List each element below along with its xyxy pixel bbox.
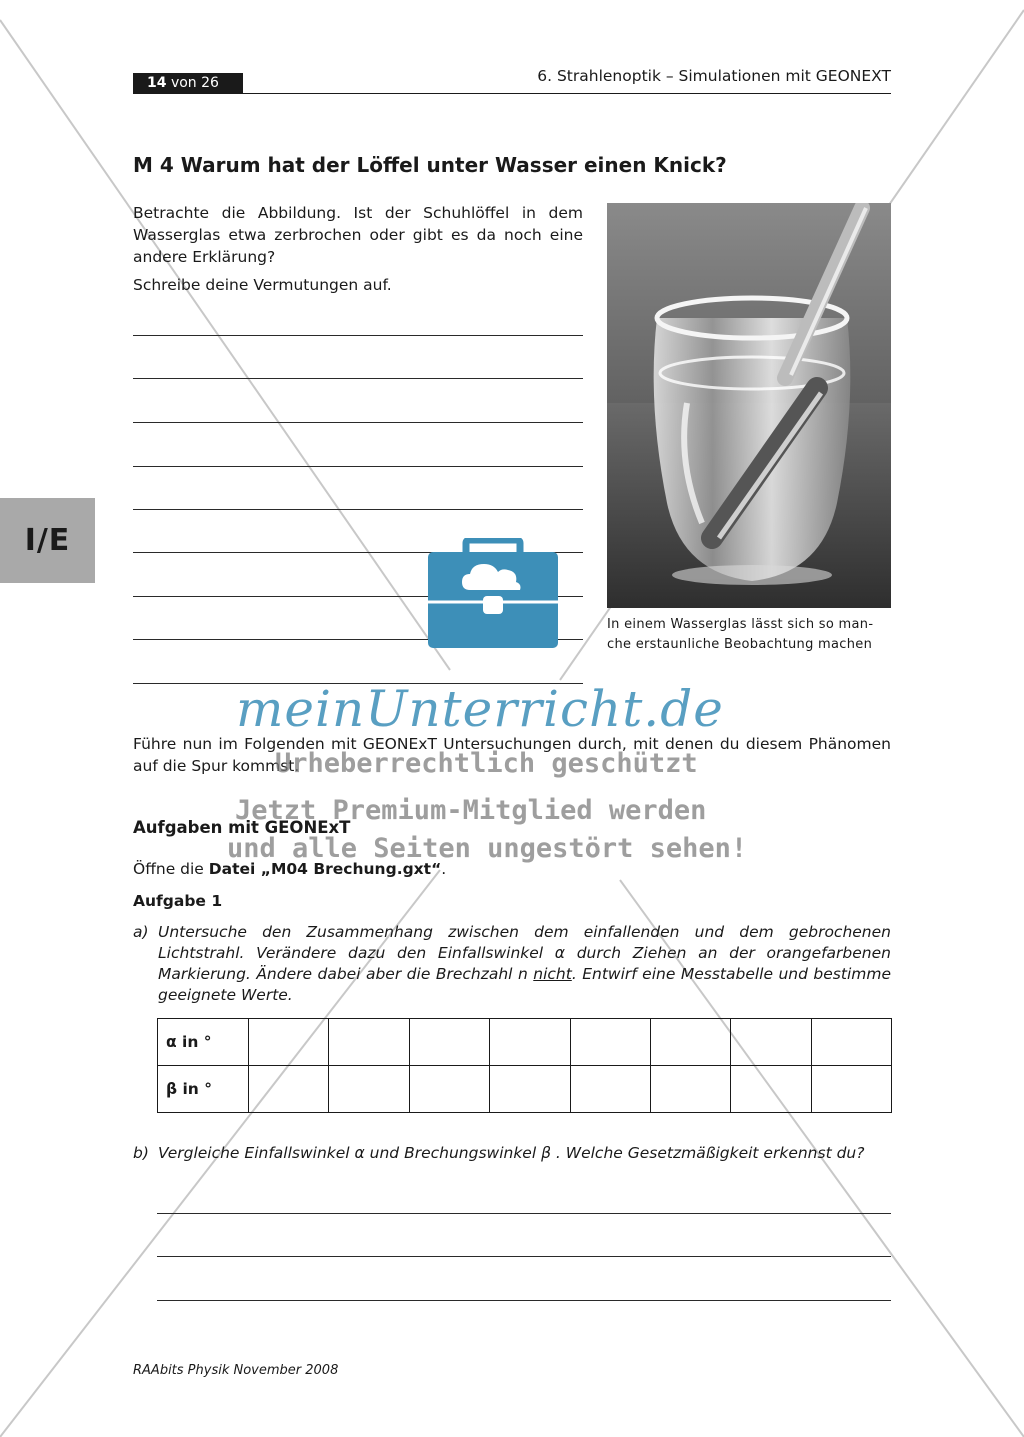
- task-a-label: a): [133, 923, 149, 941]
- task-b-label: b): [133, 1144, 149, 1162]
- water-glass-photo: [607, 203, 891, 608]
- writing-line: [133, 466, 583, 467]
- table-row: [158, 1019, 892, 1066]
- side-tab: [0, 498, 95, 583]
- photo-caption-line: In einem Wasserglas lässt sich so man-: [607, 617, 874, 632]
- photo-caption-line: che erstaunliche Beobachtung machen: [607, 637, 873, 652]
- table-cell[interactable]: [811, 1066, 891, 1113]
- watermark-line: Jetzt Premium-Mitglied werden: [235, 795, 707, 826]
- header-title: 6. Strahlenoptik – Simulationen mit GEONEXT: [537, 67, 891, 85]
- watermark-line: und alle Seiten ungestört sehen!: [227, 833, 748, 864]
- writing-line: [133, 378, 583, 379]
- briefcase-cloud-icon: [428, 538, 558, 648]
- measurement-table: [157, 1018, 892, 1113]
- table-cell[interactable]: [409, 1066, 489, 1113]
- writing-line: [133, 422, 583, 423]
- page-number-badge: 14 von 26: [133, 73, 243, 93]
- table-cell[interactable]: [490, 1019, 570, 1066]
- table-cell[interactable]: [650, 1019, 730, 1066]
- beta-row-label: β in °: [158, 1066, 249, 1113]
- photo-caption: [607, 615, 873, 655]
- table-cell[interactable]: [731, 1019, 811, 1066]
- table-cell[interactable]: [731, 1066, 811, 1113]
- table-cell[interactable]: [329, 1019, 409, 1066]
- alpha-row-label: α in °: [158, 1019, 249, 1066]
- table-cell[interactable]: [409, 1019, 489, 1066]
- table-cell[interactable]: [490, 1066, 570, 1113]
- instruction-text: Führe nun im Folgenden mit GEONExT Untersuchungen durch, mit denen du diesem Phänomen auf die Spur kommst.: [133, 735, 891, 775]
- table-cell[interactable]: [570, 1066, 650, 1113]
- writing-line: [157, 1256, 891, 1257]
- side-tab-label: I/E: [24, 523, 71, 558]
- underlined-word: nicht: [533, 965, 572, 983]
- footer-text: RAAbits Physik November 2008: [133, 1363, 339, 1378]
- task1-heading: Aufgabe 1: [133, 892, 223, 910]
- intro-text: Betrachte die Abbildung. Ist der Schuhlöffel in dem Wasserglas etwa zerbrochen oder gibt es da noch eine andere Erklärung?: [133, 204, 583, 266]
- file-name: Datei „M04 Brechung.gxt“: [208, 860, 442, 878]
- table-cell[interactable]: [329, 1066, 409, 1113]
- table-cell[interactable]: [650, 1066, 730, 1113]
- table-cell[interactable]: [811, 1019, 891, 1066]
- table-cell[interactable]: [249, 1019, 329, 1066]
- watermark-line: Urheberrechtlich geschützt: [275, 748, 698, 779]
- material-heading: M 4 Warum hat der Löffel unter Wasser einen Knick?: [133, 153, 727, 177]
- table-cell[interactable]: [570, 1019, 650, 1066]
- writing-line: [133, 335, 583, 336]
- task-a-text: Untersuche den Zusammenhang zwischen dem einfallenden und dem gebrochenen Lichtstrahl. Verändere dazu den Einfallswinkel α durch Ziehen an der orangefarbenen Markierung. Ändere dabei aber die Brechzahl n nicht. Entwirf eine Messtabelle und bestimme geeignete Werte.: [158, 923, 891, 1004]
- prompt-text: Schreibe deine Vermutungen auf.: [133, 276, 392, 294]
- writing-line: [157, 1213, 891, 1214]
- open-file-instruction: Öffne die Datei „M04 Brechung.gxt“.: [133, 860, 447, 878]
- tasks-heading: Aufgaben mit GEONExT: [133, 818, 351, 837]
- writing-line: [133, 509, 583, 510]
- task-b-text: Vergleiche Einfallswinkel α und Brechungswinkel β . Welche Gesetzmäßigkeit erkennst du?: [158, 1144, 865, 1162]
- table-row: [158, 1066, 892, 1113]
- watermark-brand: meinUnterricht.de: [236, 680, 724, 738]
- header-rule: [133, 93, 891, 94]
- table-cell[interactable]: [249, 1066, 329, 1113]
- writing-line: [157, 1300, 891, 1301]
